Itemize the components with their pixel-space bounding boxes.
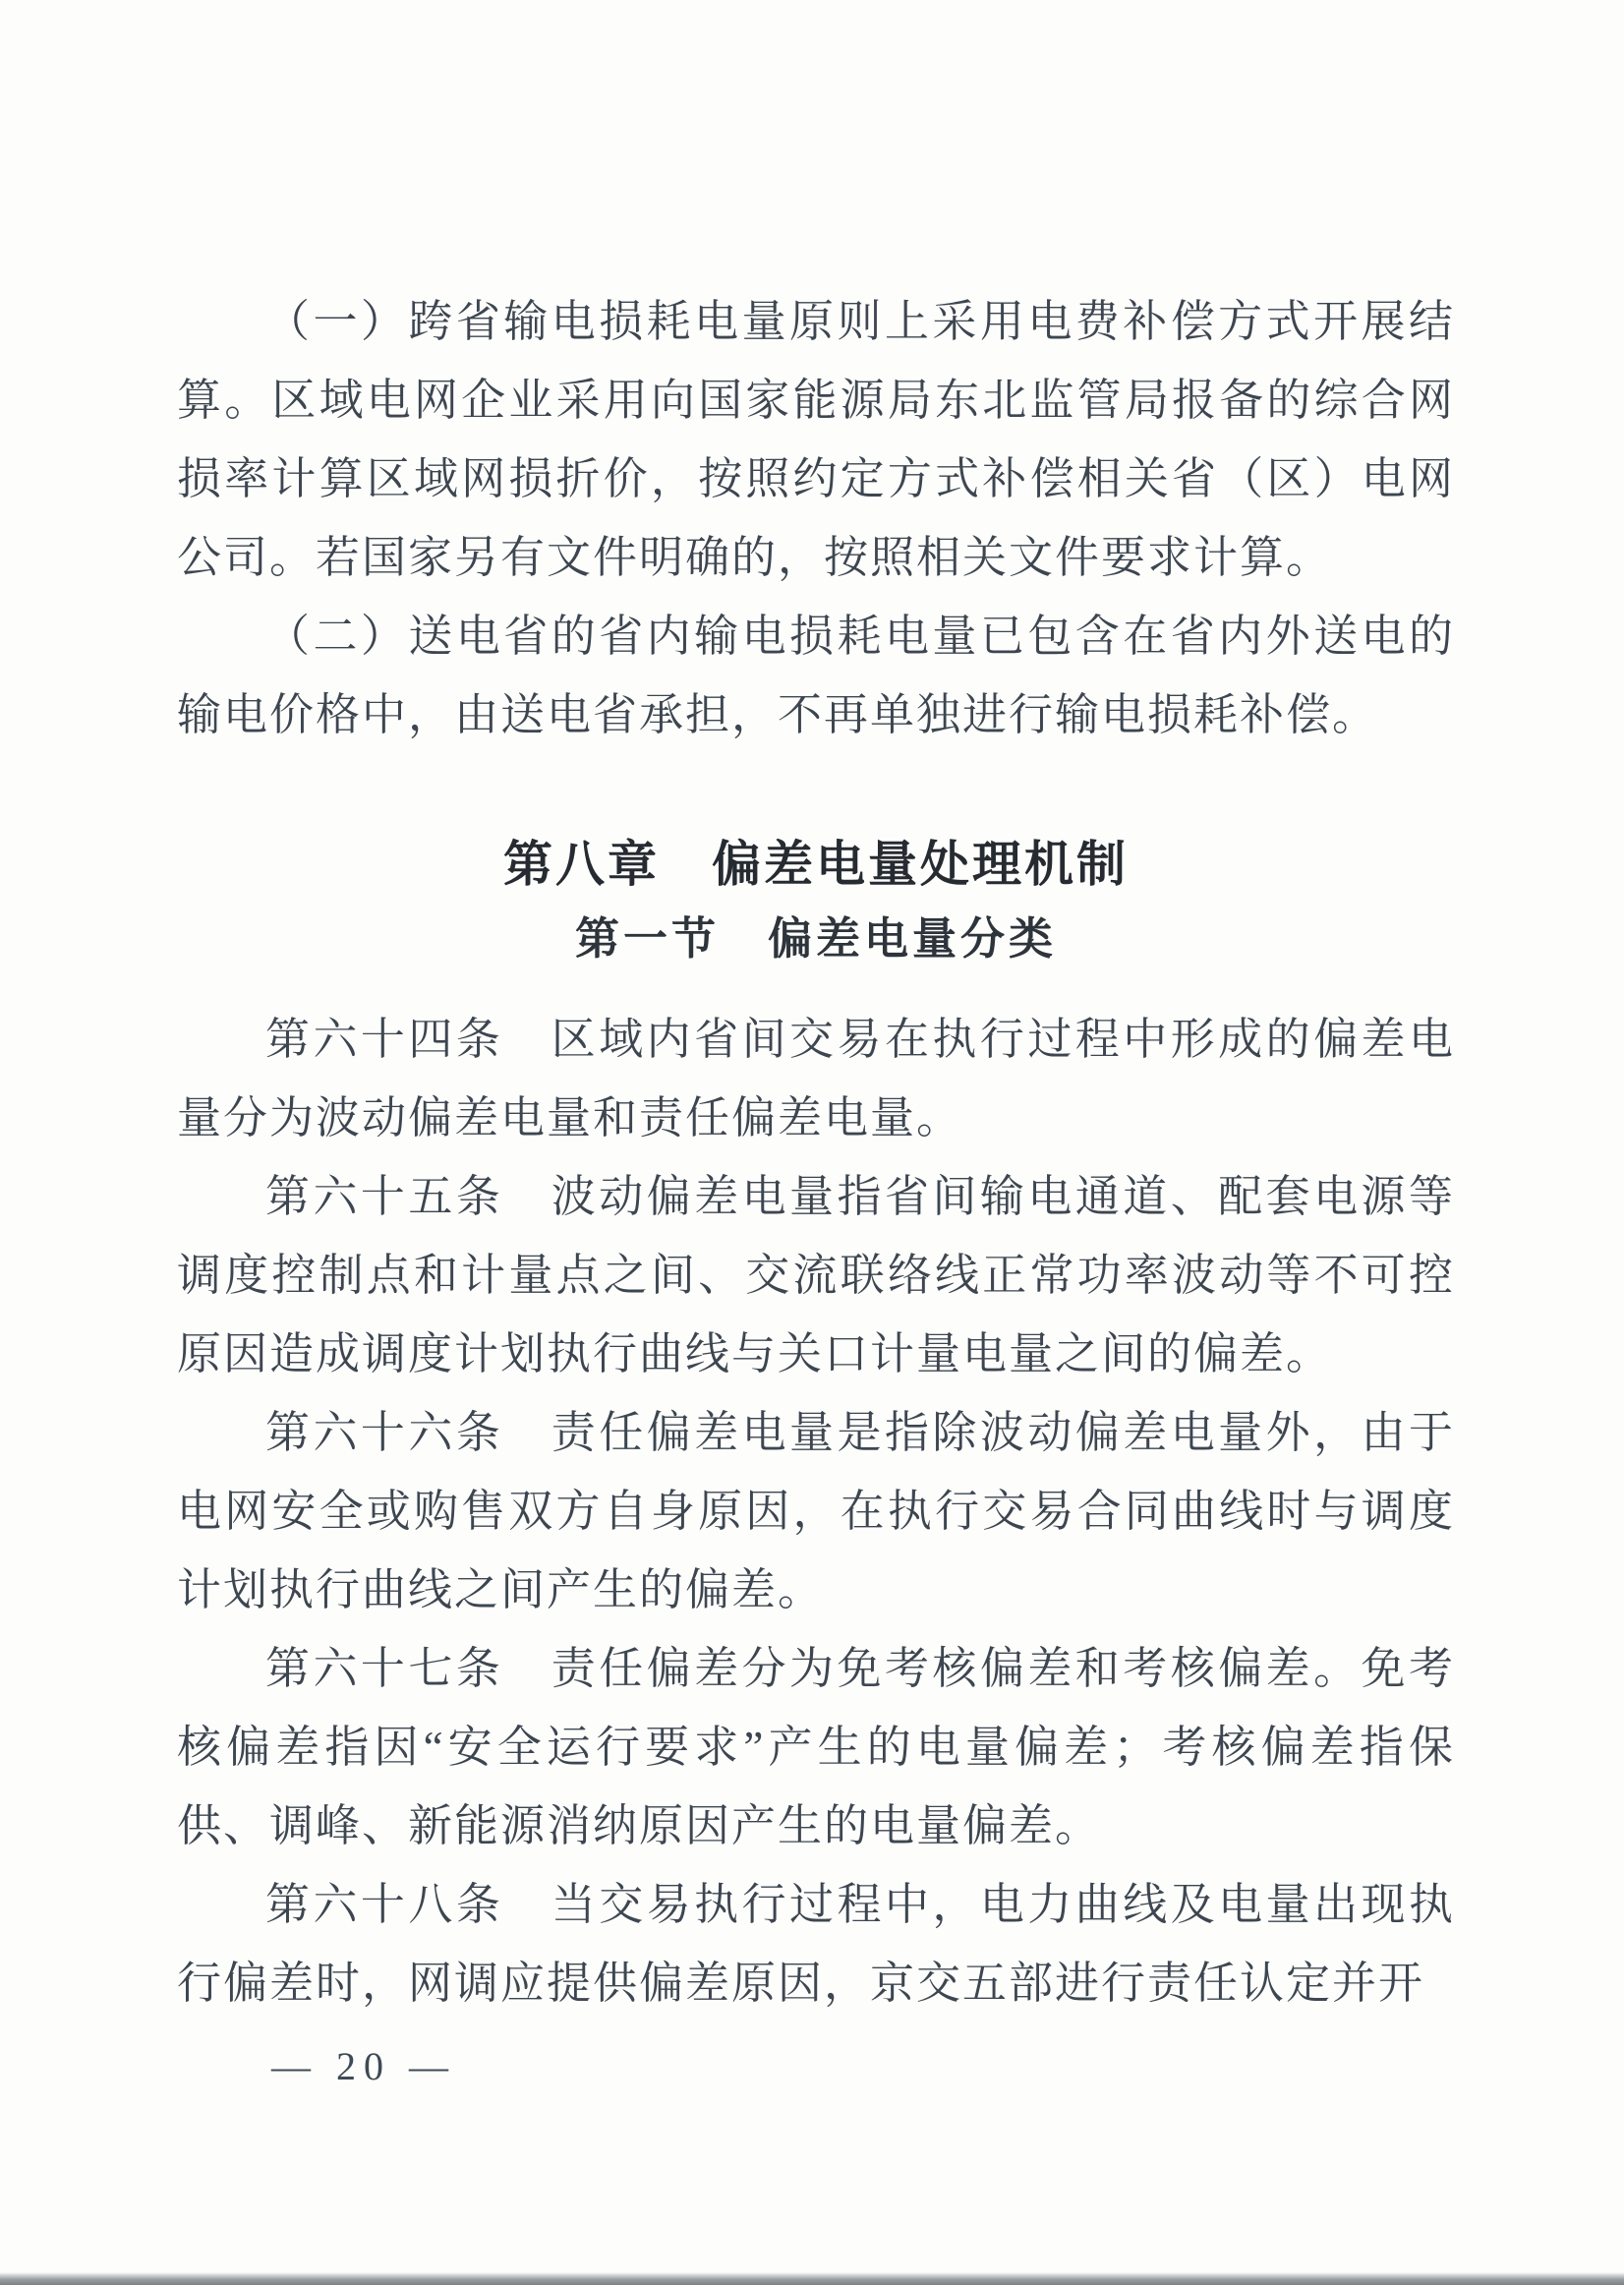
paragraph-transmission-loss-item-1: （一）跨省输电损耗电量原则上采用电费补偿方式开展结算。区域电网企业采用向国家能源局东北监管局报备的综合网损率计算区域网损折价，按照约定方式补偿相关省（区）电网公司。若国家另有文件明确的，按照相关文件要求计算。 bbox=[177, 297, 1455, 582]
paragraph-article-67: 第六十七条 责任偏差分为免考核偏差和考核偏差。免考核偏差指因“安全运行要求”产生的电量偏差；考核偏差指保供、调峰、新能源消纳原因产生的电量偏差。 bbox=[177, 1644, 1455, 1850]
paragraph-article-68: 第六十八条 当交易执行过程中，电力曲线及电量出现执行偏差时，网调应提供偏差原因，京交五部进行责任认定并开 bbox=[177, 1880, 1455, 2008]
paragraph-article-65: 第六十五条 波动偏差电量指省间输电通道、配套电源等调度控制点和计量点之间、交流联络线正常功率波动等不可控原因造成调度计划执行曲线与关口计量电量之间的偏差。 bbox=[177, 1172, 1455, 1378]
paragraph-transmission-loss-item-2: （二）送电省的省内输电损耗电量已包含在省内外送电的输电价格中，由送电省承担，不再单独进行输电损耗补偿。 bbox=[177, 612, 1455, 739]
section-heading: 第一节 偏差电量分类 bbox=[574, 914, 1057, 964]
page-number: — 20 — bbox=[271, 2044, 456, 2088]
paragraph-article-66: 第六十六条 责任偏差电量是指除波动偏差电量外，由于电网安全或购售双方自身原因，在执行交易合同曲线时与调度计划执行曲线之间产生的偏差。 bbox=[177, 1408, 1455, 1614]
page-content bbox=[177, 282, 1455, 2022]
chapter-heading: 第八章 偏差电量处理机制 bbox=[503, 837, 1129, 892]
paragraph-article-64: 第六十四条 区域内省间交易在执行过程中形成的偏差电量分为波动偏差电量和责任偏差电量。 bbox=[177, 1015, 1455, 1142]
scan-bottom-edge bbox=[0, 2272, 1624, 2285]
